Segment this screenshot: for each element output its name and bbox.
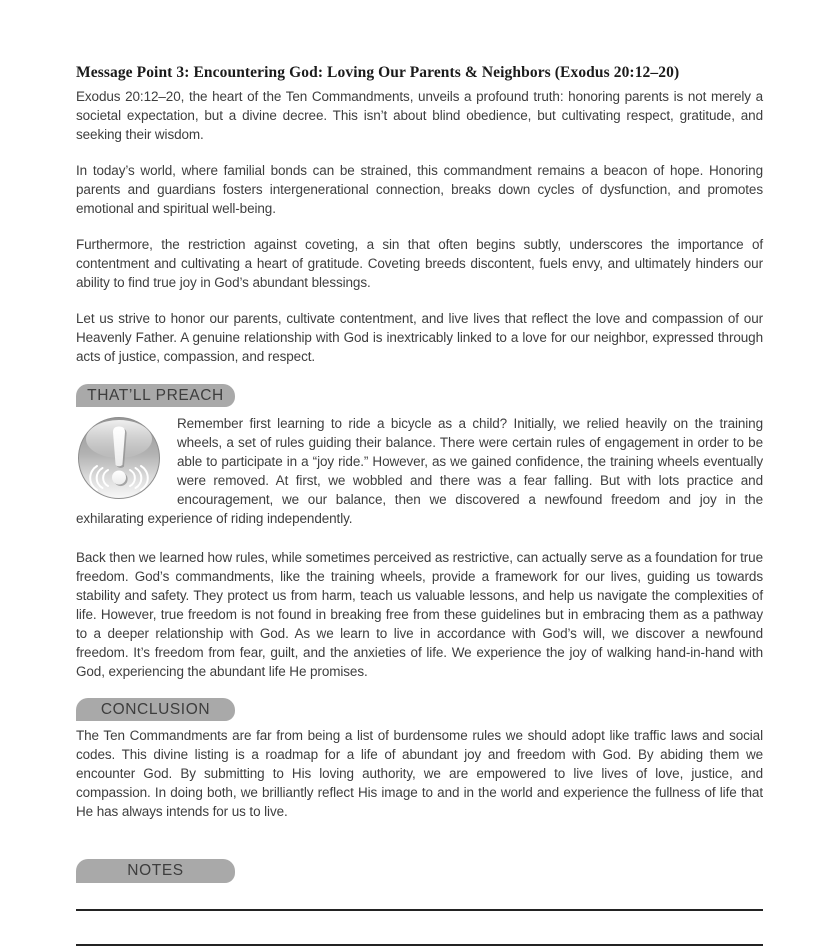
- conclusion-paragraph: The Ten Commandments are far from being a list of burdensome rules we should adopt like traffic laws and social codes. This divine listing is a roadmap for a life of abundant joy and freedom with God. By abiding them we encounter God. By submitting to His loving authority, we are empowered to live lives of love, justice, and compassion. In doing both, we brilliantly reflect His image to and in the world and experience the fullness of life that He has always intends for us to live.: [76, 728, 763, 819]
- intro-paragraph-4: Let us strive to honor our parents, cultivate contentment, and live lives that reflect the love and compassion of our Heavenly Father. A genuine relationship with God is inextricably linked to a love for our neighbor, expressed through acts of justice, compassion, and respect.: [76, 311, 763, 364]
- section-tab-notes: NOTES: [76, 859, 235, 883]
- intro-paragraph-2: In today’s world, where familial bonds can be strained, this commandment remains a beacon of hope. Honoring parents and guardians fosters intergenerational connection, breaks down cycles of dysfunction, and promotes emotional and spiritual well-being.: [76, 163, 763, 216]
- section-tab-conclusion: CONCLUSION: [76, 698, 235, 721]
- notes-rule-line-2: [76, 944, 763, 946]
- intro-paragraph-3: Furthermore, the restriction against coveting, a sin that often begins subtly, underscores the importance of contentment and cultivating a heart of gratitude. Coveting breeds discontent, fuels envy, and ultimately hinders our ability to find true joy in God’s abundant blessings.: [76, 237, 763, 290]
- preach-paragraph-1: Remember first learning to ride a bicycle as a child? Initially, we relied heavily on the training wheels, a set of rules guiding their balance. There were certain rules of engagement in order to be able to participate in a “joy ride.” However, as we gained confidence, the training wheels eventually were removed. At first, we wobbled and there was a fear falling. But with lots practice and encouragement, we our balance, then we discovered a newfound freedom and joy in the exhilarating experience of riding independently.: [76, 416, 763, 526]
- preach-section: [76, 414, 763, 528]
- preach-paragraph-2: Back then we learned how rules, while sometimes perceived as restrictive, can actually serve as a foundation for true freedom. God’s commandments, like the training wheels, provide a framework for our lives, guiding us towards stability and safety. They protect us from harm, teach us valuable lessons, and help us navigate the complexities of life. However, true freedom is not found in breaking free from these guidelines but in embracing them as a pathway to a deeper relationship with God. As we learn to live in accordance with God’s will, we discover a newfound freedom. It’s freedom from fear, guilt, and the anxieties of life. We experience the joy of walking hand-in-hand with God, experiencing the abundant life He promises.: [76, 550, 763, 679]
- notes-rule-line-1: [76, 909, 763, 911]
- announcement-exclamation-icon: [76, 416, 162, 500]
- intro-paragraph-1: Exodus 20:12–20, the heart of the Ten Commandments, unveils a profound truth: honoring parents is not merely a societal expectation, but a divine decree. This isn’t about blind obedience, but cultivating respect, gratitude, and seeking their wisdom.: [76, 89, 763, 142]
- section-tab-thatll-preach: THAT’LL PREACH: [76, 384, 235, 407]
- message-point-heading: Message Point 3: Encountering God: Loving Our Parents & Neighbors (Exodus 20:12–20): [76, 64, 680, 81]
